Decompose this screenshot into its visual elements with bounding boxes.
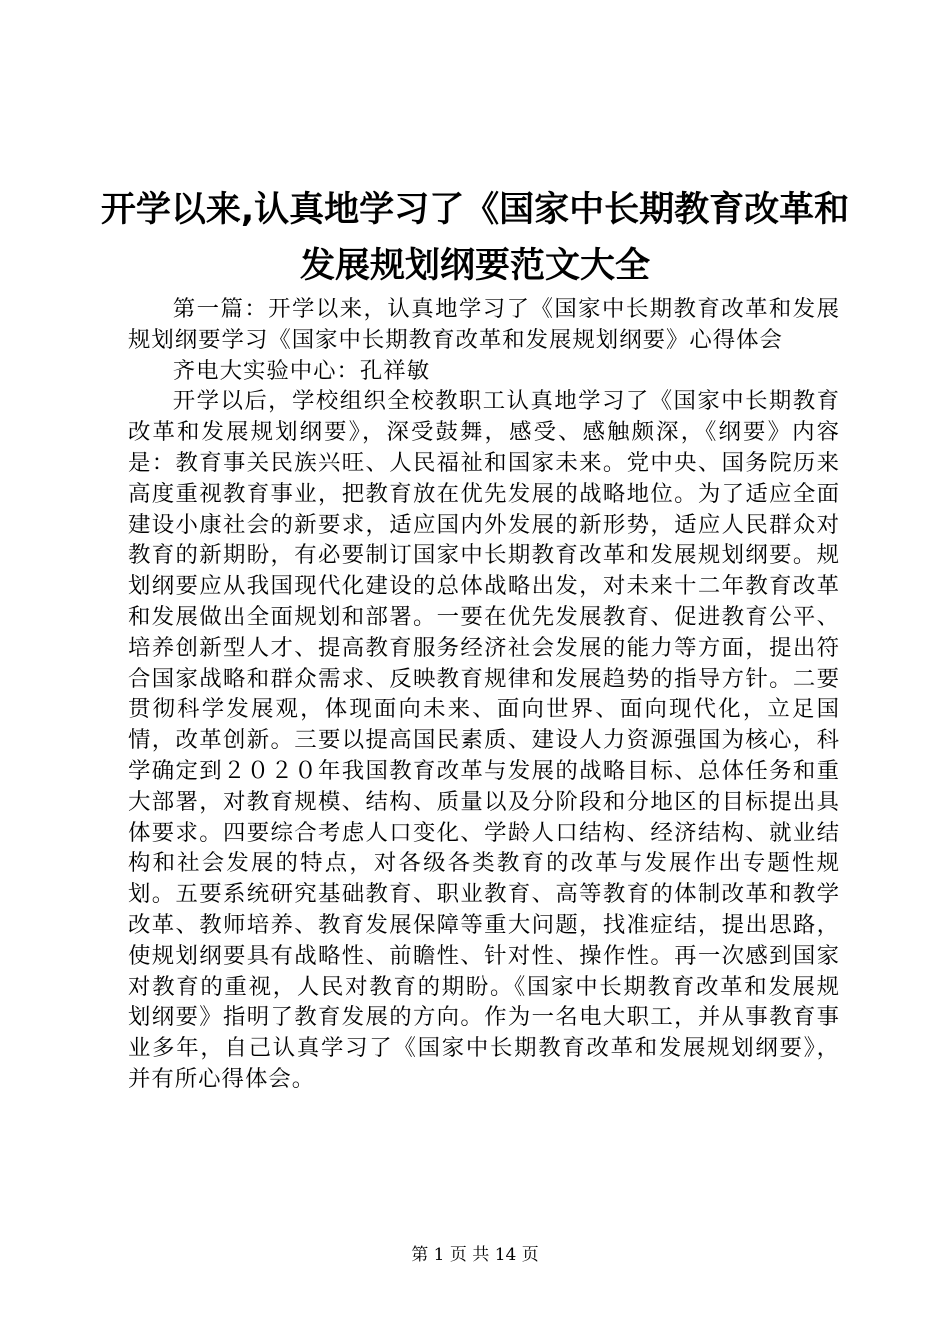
paragraph-heading: 第一篇：开学以来，认真地学习了《国家中长期教育改革和发展规划纲要学习《国家中长期教育改革和发展规划纲要》心得体会 xyxy=(128,296,840,353)
document-title: 开学以来,认真地学习了《国家中长期教育改革和发展规划纲要范文大全 xyxy=(100,190,850,286)
paragraph-main: 开学以后，学校组织全校教职工认真地学习了《国家中长期教育改革和发展规划纲要》，深受鼓舞，感受、感触颇深，《纲要》内容是：教育事关民族兴旺、人民福祉和国家未来。党中央、国务院历来高度重视教育事业，把教育放在优先发展的战略地位。为了适应全面建设小康社会的新要求，适应国内外发展的新形势，适应人民群众对教育的新期盼，有必要制订国家中长期教育改革和发展规划纲要。规划纲要应从我国现代化建设的总体战略出发，对未来十二年教育改革和发展做出全面规划和部署。一要在优先发展教育、促进教育公平、培养创新型人才、提高教育服务经济社会发展的能力等方面，提出符合国家战略和群众需求、反映教育规律和发展趋势的指导方针。二要贯彻科学发展观，体现面向未来、面向世界、面向现代化，立足国情，改革创新。三要以提高国民素质、建设人力资源强国为核心，科学确定到２０２０年我国教育改革与发展的战略目标、总体任务和重大部署，对教育规模、结构、质量以及分阶段和分地区的目标提出具体要求。四要综合考虑人口变化、学龄人口结构、经济结构、就业结构和社会发展的特点，对各级各类教育的改革与发展作出专题性规划。五要系统研究基础教育、职业教育、高等教育的体制改革和教学改革、教师培养、教育发展保障等重大问题，找准症结，提出思路，使规划纲要具有战略性、前瞻性、针对性、操作性。再一次感到国家对教育的重视，人民对教育的期盼。《国家中长期教育改革和发展规划纲要》指明了教育发展的方向。作为一名电大职工，并从事教育事业多年，自己认真学习了《国家中长期教育改革和发展规划纲要》，并有所心得体会。 xyxy=(128,388,840,1092)
page-footer: 第 1 页 共 14 页 xyxy=(411,1245,539,1265)
paragraph-author: 齐电大实验中心：孔祥敏 xyxy=(172,357,431,384)
document-body xyxy=(128,294,840,1095)
